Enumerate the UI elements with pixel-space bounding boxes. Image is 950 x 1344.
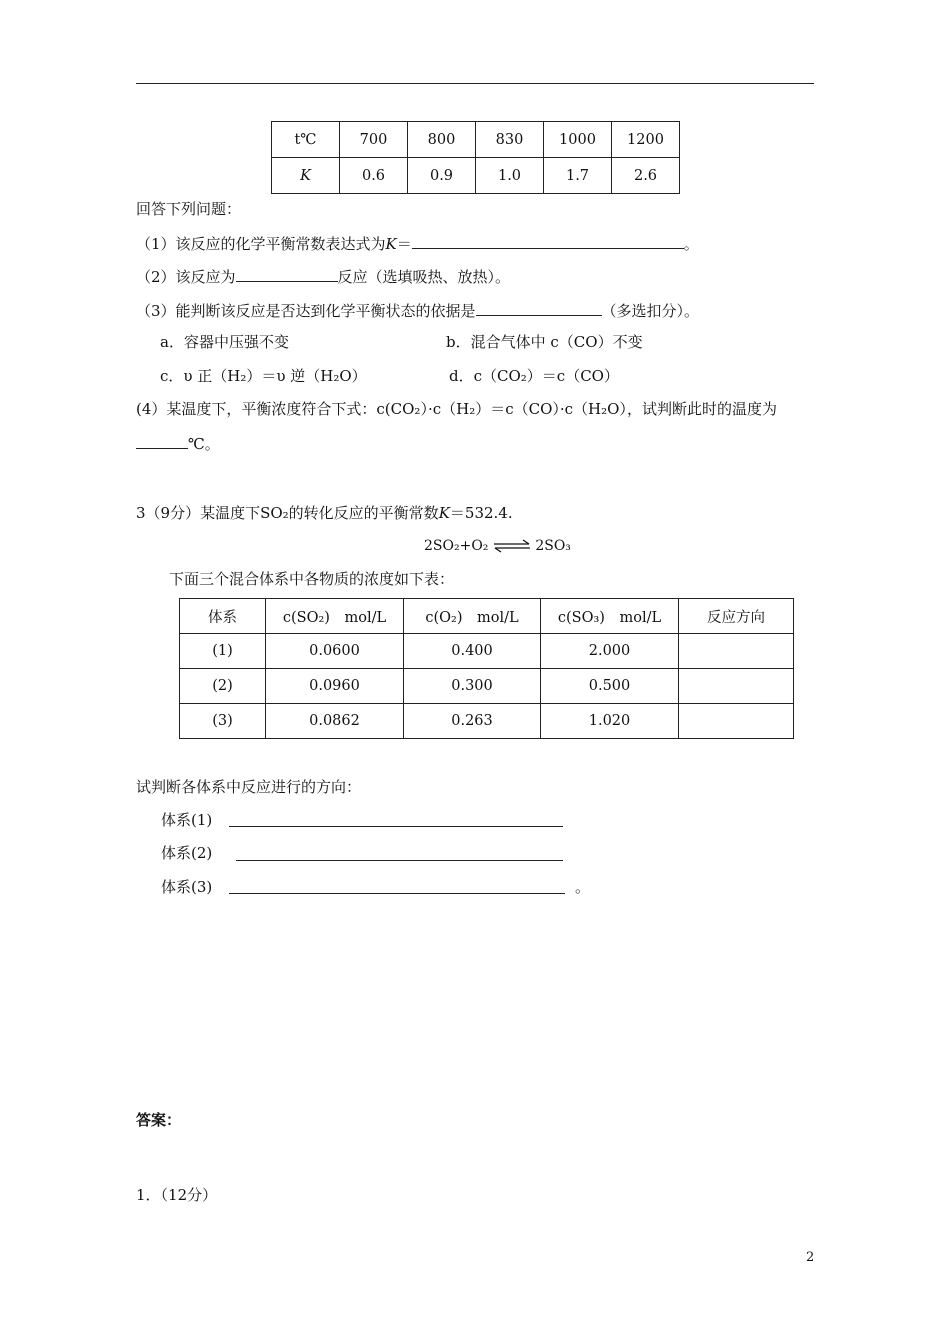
question-text: （1）该反应的化学平衡常数表达式为: [136, 235, 386, 253]
table-header-row: [180, 599, 794, 634]
answer-cell[interactable]: [679, 669, 794, 704]
temperature-unit: ℃。: [188, 435, 220, 453]
option-b: [446, 332, 643, 352]
question-3-title: [136, 503, 513, 523]
table-cell: 1.020: [541, 704, 679, 739]
option-text: b．混合气体中: [446, 333, 546, 351]
table-cell: (1): [180, 634, 266, 669]
k-symbol: K: [438, 504, 450, 522]
question-end: 。: [683, 235, 699, 253]
judge-prompt: 试判断各体系中反应进行的方向：: [136, 778, 362, 796]
table-cell: 0.0960: [266, 669, 404, 704]
reactants: 2SO₂+O₂: [424, 538, 489, 554]
answer-line-1[interactable]: [229, 826, 563, 827]
answer-line-3[interactable]: [229, 893, 565, 894]
system-1-label: 体系(1): [161, 811, 213, 829]
table-cell: 1.0: [476, 158, 544, 194]
question-4: (4）某温度下，平衡浓度符合下式：c(CO₂）·c（H₂）＝c（CO）·c（H₂O），试判断此时的温度为: [136, 400, 777, 418]
answer-cell[interactable]: [679, 704, 794, 739]
table-row: [272, 122, 680, 158]
table-row: [180, 634, 794, 669]
table-cell: 1.7: [544, 158, 612, 194]
question-text: （3）能判断该反应是否达到化学平衡状态的依据是: [136, 302, 476, 320]
question-2: [136, 265, 510, 287]
equals-sign: ＝: [396, 235, 412, 253]
answer-heading: 答案：: [136, 1111, 182, 1129]
option-text-2: c（CO）不变: [550, 333, 643, 351]
answer-line-2[interactable]: [236, 860, 563, 861]
question-4-cont: [136, 432, 220, 454]
header-cell: c(O₂) mol/L: [404, 599, 541, 634]
table-cell: 0.9: [408, 158, 476, 194]
table-intro: 下面三个混合体系中各物质的浓度如下表：: [169, 570, 455, 588]
question-text-end: 反应（选填吸热、放热）。: [337, 268, 511, 286]
table-cell: K: [272, 158, 340, 194]
header-rule: [136, 83, 814, 84]
header-cell: c(SO₃) mol/L: [541, 599, 679, 634]
table-cell: 0.0600: [266, 634, 404, 669]
k-value: ＝532.4.: [449, 504, 513, 522]
system-3-label: 体系(3): [161, 878, 213, 896]
products: 2SO₃: [535, 538, 571, 554]
table-cell: (3): [180, 704, 266, 739]
answer-cell[interactable]: [679, 634, 794, 669]
question-text: （2）该反应为: [136, 268, 236, 286]
option-a: a．容器中压强不变: [160, 333, 289, 351]
sentence-end: 。: [575, 878, 591, 896]
answer-blank[interactable]: [236, 265, 338, 282]
questions-intro: 回答下列问题：: [136, 200, 242, 218]
header-cell: c(SO₂) mol/L: [266, 599, 404, 634]
table-cell: 2.000: [541, 634, 679, 669]
question-1: [136, 232, 699, 254]
option-c: c．υ 正（H₂）＝υ 逆（H₂O）: [160, 367, 367, 385]
table-cell: 700: [340, 122, 408, 158]
table-cell: (2): [180, 669, 266, 704]
question-3: [136, 299, 699, 321]
table-cell: 800: [408, 122, 476, 158]
table-cell: 0.500: [541, 669, 679, 704]
answer-blank[interactable]: [136, 432, 188, 449]
equilibrium-arrow-icon: [493, 539, 531, 553]
header-cell: 体系: [180, 599, 266, 634]
table-cell: 0.263: [404, 704, 541, 739]
table-cell: 0.300: [404, 669, 541, 704]
table-cell: t℃: [272, 122, 340, 158]
table-cell: 1200: [612, 122, 680, 158]
option-d: d．c（CO₂）＝c（CO）: [449, 367, 619, 385]
system-2-label: 体系(2): [161, 844, 213, 862]
answer-blank[interactable]: [412, 232, 684, 249]
table-row: [180, 704, 794, 739]
title-text: 3（9分）某温度下SO₂的转化反应的平衡常数: [136, 504, 439, 522]
k-temperature-table: [271, 121, 680, 194]
question-text-end: （多选扣分）。: [601, 302, 700, 320]
reaction-equation: [424, 536, 571, 556]
table-cell: 0.6: [340, 158, 408, 194]
page-number: 2: [806, 1250, 815, 1265]
table-row: [272, 158, 680, 194]
table-cell: 0.0862: [266, 704, 404, 739]
table-cell: 1000: [544, 122, 612, 158]
answer-item-1: 1．（12分）: [136, 1186, 218, 1204]
table-cell: 830: [476, 122, 544, 158]
header-cell: 反应方向: [679, 599, 794, 634]
table-row: [180, 669, 794, 704]
table-cell: 0.400: [404, 634, 541, 669]
concentration-table: [179, 598, 794, 739]
k-symbol: K: [385, 235, 397, 253]
table-cell: 2.6: [612, 158, 680, 194]
answer-blank[interactable]: [476, 299, 602, 316]
